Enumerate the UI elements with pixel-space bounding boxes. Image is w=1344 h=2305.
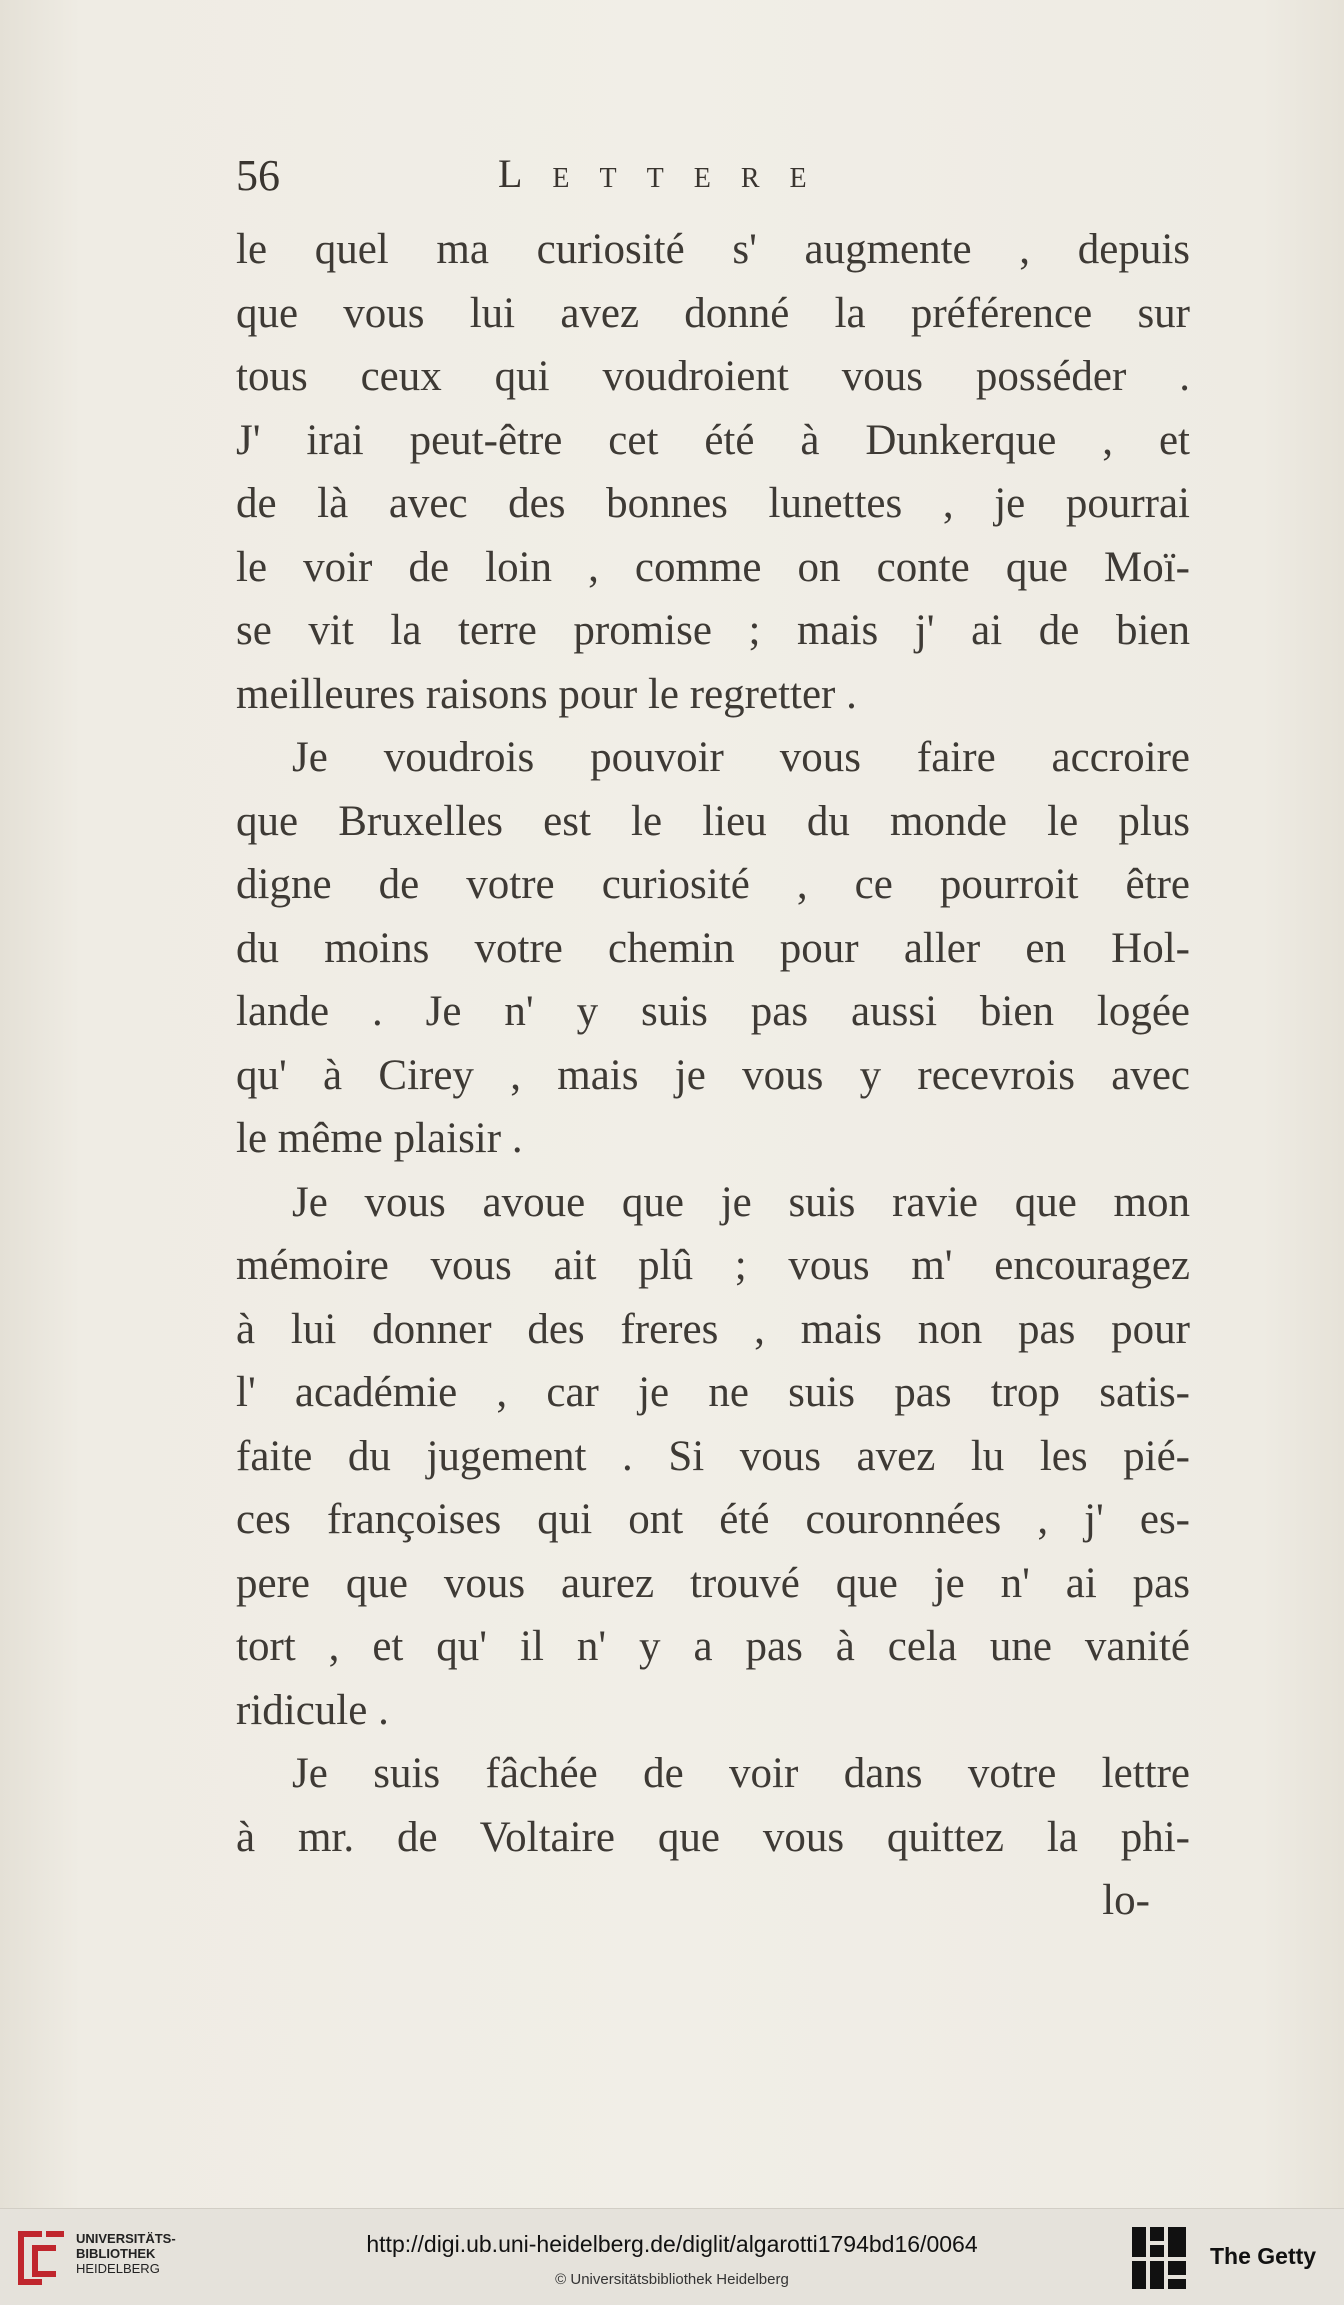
partner-name: The Getty	[1210, 2243, 1317, 2269]
institution-line: UNIVERSITÄTS-	[76, 2231, 176, 2246]
page-header	[236, 150, 1190, 210]
text-line: Je voudrois pouvoir vous faire accroire	[292, 734, 1190, 781]
institution-line: BIBLIOTHEK	[76, 2246, 156, 2261]
text-line: Je vous avoue que je suis ravie que mon	[292, 1178, 1190, 1226]
text-line: à lui donner des freres , mais non pas pour	[236, 1305, 1190, 1353]
text-line: que vous lui avez donné la préférence sur	[236, 289, 1190, 337]
text-line: J' irai peut-être cet été à Dunkerque , et	[236, 416, 1190, 464]
running-head: Lettere	[498, 151, 837, 196]
text-line: pere que vous aurez trouvé que je n' ai pas	[236, 1559, 1190, 1607]
text-line: de là avec des bonnes lunettes , je pourrai	[236, 480, 1190, 527]
text-line: Je suis fâchée de voir dans votre lettre	[292, 1750, 1190, 1797]
text-line: tous ceux qui voudroient vous posséder .	[236, 353, 1190, 400]
body-text	[236, 218, 1190, 1933]
text-line: l' académie , car je ne suis pas trop satis-	[236, 1369, 1190, 1416]
catchword: lo-	[1102, 1877, 1150, 1924]
text-line: que Bruxelles est le lieu du monde le plus	[236, 797, 1190, 845]
text-line: ridicule .	[236, 1686, 389, 1734]
page-number: 56	[236, 151, 280, 200]
text-line: faite du jugement . Si vous avez lu les pié-	[236, 1432, 1190, 1480]
institution-line: HEIDELBERG	[76, 2261, 160, 2276]
text-line: le quel ma curiosité s' augmente , depuis	[236, 226, 1190, 273]
text-line: meilleures raisons pour le regretter .	[236, 670, 857, 718]
text-line: digne de votre curiosité , ce pourroit être	[236, 861, 1190, 908]
text-line: mémoire vous ait plû ; vous m' encouragez	[236, 1242, 1190, 1289]
text-line: du moins votre chemin pour aller en Hol-	[236, 924, 1190, 972]
footer-bar	[0, 2208, 1344, 2305]
text-line: tort , et qu' il n' y a pas à cela une vanité	[236, 1623, 1190, 1670]
getty-logo-icon[interactable]	[1130, 2225, 1190, 2291]
permalink-url[interactable]: http://digi.ub.uni-heidelberg.de/diglit/algarotti1794bd16/0064	[366, 2231, 978, 2257]
text-line: le même plaisir .	[236, 1115, 523, 1162]
text-line: à mr. de Voltaire que vous quittez la phi-	[236, 1813, 1190, 1861]
copyright-notice: © Universitätsbibliothek Heidelberg	[555, 2271, 789, 2288]
text-line: se vit la terre promise ; mais j' ai de bien	[236, 607, 1190, 654]
text-line: ces françoises qui ont été couronnées , j' es-	[236, 1496, 1190, 1543]
text-line: qu' à Cirey , mais je vous y recevrois avec	[236, 1051, 1190, 1099]
text-line: lande . Je n' y suis pas aussi bien logée	[236, 988, 1190, 1035]
text-line: le voir de loin , comme on conte que Moï-	[236, 543, 1190, 591]
